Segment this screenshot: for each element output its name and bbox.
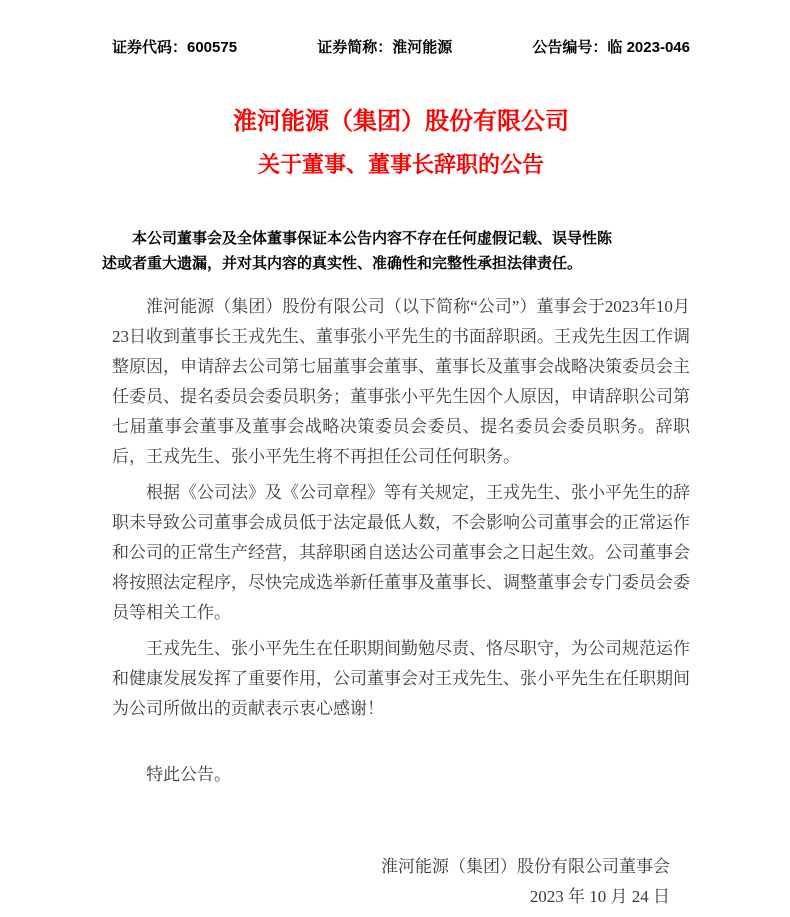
company-title: 淮河能源（集团）股份有限公司 bbox=[233, 108, 569, 135]
body-paragraph-2: 根据《公司法》及《公司章程》等有关规定，王戎先生、张小平先生的辞职未导致公司董事会成员低于法定最低人数，不会影响公司董事会的正常运作和公司的正常生产经营，其辞职函自送达公司董事会之日起生效。公司董事会将按照法定程序，尽快完成选举新任董事及董事长、调整董事会专门委员会委员等相关工作。 bbox=[112, 483, 690, 622]
board-disclaimer: 本公司董事会及全体董事保证本公告内容不存在任何虚假记载、误导性陈述或者重大遗漏，并对其内容的真实性、准确性和完整性承担法律责任。 bbox=[102, 230, 613, 272]
body-paragraph-3: 王戎先生、张小平先生在任职期间勤勉尽责、恪尽职守，为公司规范运作和健康发展发挥了重要作用，公司董事会对王戎先生、张小平先生在任职期间为公司所做出的贡献表示衷心感谢！ bbox=[112, 639, 690, 718]
announcement-number: 公告编号：临 2023-046 bbox=[532, 39, 690, 56]
signature-company: 淮河能源（集团）股份有限公司董事会 bbox=[381, 857, 670, 876]
closing-statement: 特此公告。 bbox=[146, 765, 231, 784]
stock-name: 证券简称：淮河能源 bbox=[317, 39, 453, 56]
signature-block bbox=[112, 852, 690, 912]
body-paragraph-1: 淮河能源（集团）股份有限公司（以下简称“公司”）董事会于2023年10月23日收到董事长王戎先生、董事张小平先生的书面辞职函。王戎先生因工作调整原因，申请辞去公司第七届董事会董事、董事长及董事会战略决策委员会主任委员、提名委员会委员职务；董事张小平先生因个人原因，申请辞职公司第七届董事会董事及董事会战略决策委员会委员、提名委员会委员职务。辞职后，王戎先生、张小平先生将不再担任公司任何职务。 bbox=[112, 297, 690, 466]
securities-header bbox=[112, 38, 690, 58]
stock-code: 证券代码：600575 bbox=[112, 39, 238, 56]
signature-date: 2023 年 10 月 24 日 bbox=[529, 887, 670, 906]
announcement-title: 关于董事、董事长辞职的公告 bbox=[257, 152, 544, 177]
